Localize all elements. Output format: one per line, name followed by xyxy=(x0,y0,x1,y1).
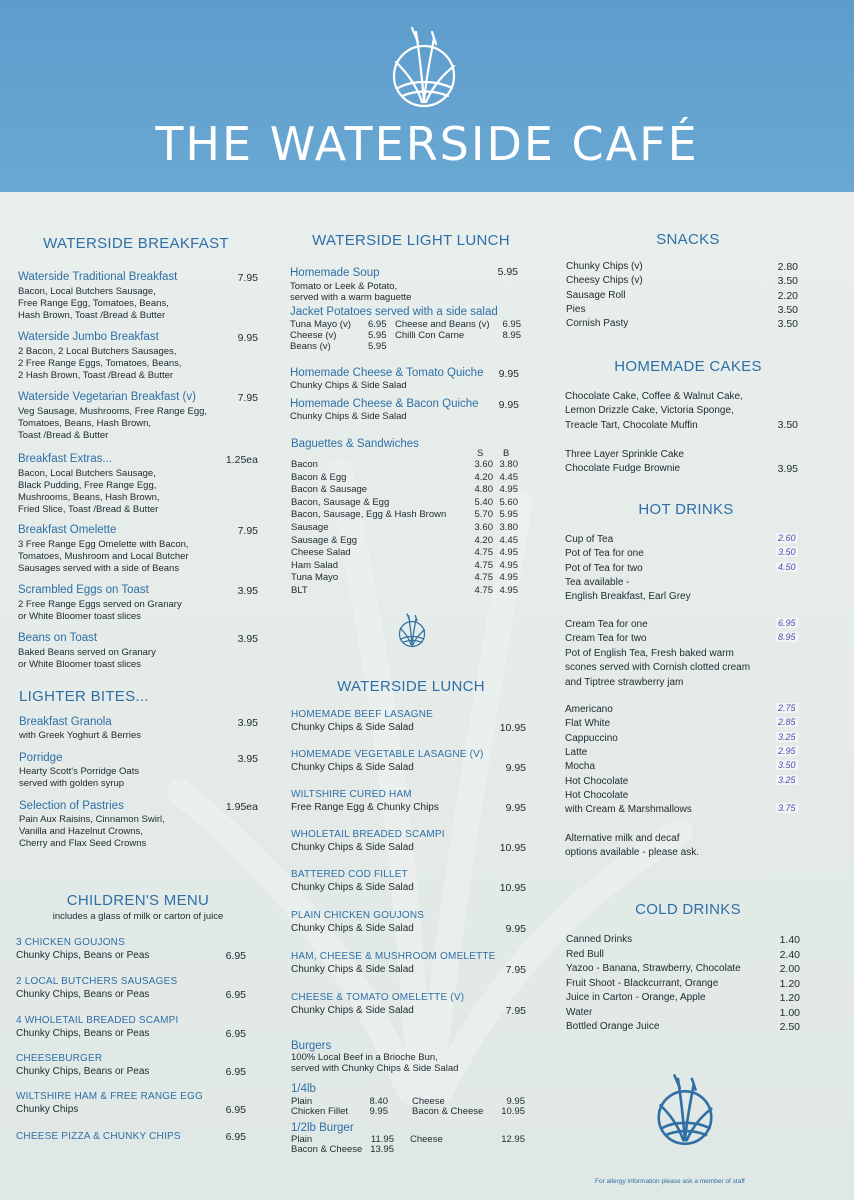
breakfast-item-name: Waterside Jumbo Breakfast xyxy=(18,331,159,343)
jacket-item-price: 6.95 xyxy=(368,319,387,330)
light-lunch-heading: WATERSIDE LIGHT LUNCH xyxy=(312,232,510,249)
sandwich-price-s: 4.80 xyxy=(474,484,493,496)
lighter-item-desc: Cherry and Flax Seed Crowns xyxy=(19,838,147,849)
breakfast-item-desc: 2 Free Range Eggs, Tomatoes, Beans, xyxy=(18,358,182,369)
sandwich-price-b: 4.45 xyxy=(499,471,518,483)
handwritten-price: 3.75 xyxy=(778,803,796,813)
sandwich-price-b: 4.45 xyxy=(499,534,518,546)
sandwich-name: Sausage xyxy=(291,522,329,533)
cold-drink-price: 2.00 xyxy=(779,963,800,975)
sandwich-name: Bacon, Sausage & Egg xyxy=(291,496,390,508)
bulrush-logo-icon xyxy=(376,18,472,110)
burger-item-price: 9.95 xyxy=(369,1106,388,1117)
cake-line: Treacle Tart, Chocolate Muffin xyxy=(565,419,698,431)
jacket-item-price: 5.95 xyxy=(368,341,387,352)
lunch-item-price: 10.95 xyxy=(499,882,526,894)
breakfast-item-desc: Toast /Bread & Butter xyxy=(18,430,109,441)
hot-drinks-heading: HOT DRINKS xyxy=(638,501,734,518)
snack-name: Pies xyxy=(566,303,586,315)
burger-item-price: 8.40 xyxy=(369,1096,388,1107)
snack-name: Chunky Chips (v) xyxy=(566,261,643,272)
burgers-desc: 100% Local Beef in a Brioche Bun, xyxy=(291,1052,438,1063)
lunch-item-desc: Chunky Chips & Side Salad xyxy=(291,1005,414,1016)
quiche-desc: Chunky Chips & Side Salad xyxy=(290,411,407,422)
tea-note: Tea available - xyxy=(565,577,630,588)
jacket-item-price: 5.95 xyxy=(368,330,387,341)
lunch-item-name: PLAIN CHICKEN GOUJONS xyxy=(291,910,425,921)
cakes-price: 3.50 xyxy=(777,419,798,431)
burgers-title: Burgers xyxy=(291,1040,332,1052)
cold-drink-price: 1.20 xyxy=(779,992,800,1004)
breakfast-item-desc: Fried Slice, Toast /Bread & Butter xyxy=(18,504,159,515)
cake-line: Three Layer Sprinkle Cake xyxy=(565,449,684,460)
jacket-item-price: 6.95 xyxy=(502,319,521,330)
cold-drink-price: 2.40 xyxy=(779,948,800,961)
breakfast-item-desc: Tomatoes, Beans, Hash Brown, xyxy=(18,418,152,429)
lighter-item-desc: Pain Aux Raisins, Cinnamon Swirl, xyxy=(19,814,165,825)
lunch-item-desc: Chunky Chips & Side Salad xyxy=(291,722,414,733)
handwritten-price: 2.85 xyxy=(778,717,796,728)
lighter-item-name: Breakfast Granola xyxy=(19,716,112,728)
children-item-price: 6.95 xyxy=(225,1131,246,1143)
lunch-item-desc: Chunky Chips & Side Salad xyxy=(291,923,414,934)
soup-desc: served with a warm baguette xyxy=(290,292,412,303)
lunch-item-price: 10.95 xyxy=(499,722,526,734)
lunch-item-desc: Chunky Chips & Side Salad xyxy=(291,882,414,893)
burger-item-name: Bacon & Cheese xyxy=(291,1144,363,1155)
milk-note: Alternative milk and decaf xyxy=(565,833,680,844)
lighter-item-price: 3.95 xyxy=(237,753,258,765)
lunch-item-desc: Free Range Egg & Chunky Chips xyxy=(291,802,439,813)
breakfast-item-price: 7.95 xyxy=(237,392,258,404)
cold-drink-price: 2.50 xyxy=(779,1021,800,1033)
allergy-note: For allergy information please ask a member of staff xyxy=(595,1178,745,1185)
breakfast-item-desc: 2 Hash Brown, Toast /Bread & Butter xyxy=(18,370,174,381)
quiche-price: 9.95 xyxy=(498,368,519,380)
breakfast-heading: WATERSIDE BREAKFAST xyxy=(43,235,229,252)
jacket-item-name: Tuna Mayo (v) xyxy=(290,319,351,330)
half-pound-title: 1/2lb Burger xyxy=(291,1122,354,1134)
quarter-pound-title: 1/4lb xyxy=(291,1083,316,1095)
breakfast-item-desc: Hash Brown, Toast /Bread & Butter xyxy=(18,310,166,321)
lunch-item-desc: Chunky Chips & Side Salad xyxy=(291,762,414,773)
breakfast-item-desc: 3 Free Range Egg Omelette with Bacon, xyxy=(18,539,189,550)
cold-drinks-heading: COLD DRINKS xyxy=(635,901,741,918)
cold-drink-name: Juice in Carton - Orange, Apple xyxy=(566,992,706,1003)
hot-drink-name: Hot Chocolate xyxy=(565,789,629,801)
cold-drink-price: 1.20 xyxy=(779,977,800,990)
sandwich-name: Cheese Salad xyxy=(291,547,351,559)
children-item-price: 6.95 xyxy=(225,989,246,1001)
children-item-desc: Chunky Chips, Beans or Peas xyxy=(16,989,150,1000)
breakfast-item-desc: Mushrooms, Beans, Hash Brown, xyxy=(18,492,160,503)
breakfast-item-price: 9.95 xyxy=(237,332,258,344)
tea-name: Pot of Tea for one xyxy=(565,548,644,560)
sandwich-price-s: 4.75 xyxy=(474,585,493,596)
sandwich-name: Tuna Mayo xyxy=(291,572,339,584)
lunch-item-price: 10.95 xyxy=(499,842,526,854)
snack-price: 2.80 xyxy=(777,261,798,273)
breakfast-item-name: Breakfast Omelette xyxy=(18,524,117,536)
snack-name: Sausage Roll xyxy=(566,289,626,301)
lighter-item-desc: Vanilla and Hazelnut Crowns, xyxy=(19,826,143,837)
jacket-item-price: 8.95 xyxy=(502,330,521,341)
lunch-item-desc: Chunky Chips & Side Salad xyxy=(291,842,414,853)
lunch-item-name: HOMEMADE BEEF LASAGNE xyxy=(291,709,434,720)
burgers-desc: served with Chunky Chips & Side Salad xyxy=(291,1063,459,1074)
handwritten-price: 2.95 xyxy=(778,745,796,756)
lunch-item-name: WILTSHIRE CURED HAM xyxy=(291,789,412,800)
children-item-desc: Chunky Chips, Beans or Peas xyxy=(16,1028,150,1039)
lunch-item-price: 7.95 xyxy=(505,1005,526,1017)
cream-tea-note: and Tiptree strawberry jam xyxy=(565,676,684,688)
lighter-item-name: Selection of Pastries xyxy=(19,800,124,812)
quiche-desc: Chunky Chips & Side Salad xyxy=(290,380,407,391)
burger-item-name: Plain xyxy=(291,1134,313,1145)
milk-note: options available - please ask. xyxy=(565,847,699,859)
jacket-item-name: Cheese and Beans (v) xyxy=(395,319,490,330)
children-item-price: 6.95 xyxy=(225,1104,246,1116)
children-item-price: 6.95 xyxy=(225,1066,246,1078)
burger-item-price: 11.95 xyxy=(370,1134,394,1145)
breakfast-item-price: 3.95 xyxy=(237,633,258,645)
sandwich-name: Bacon & Egg xyxy=(291,471,347,483)
cake-line: Chocolate Cake, Coffee & Walnut Cake, xyxy=(565,391,743,402)
jacket-item-name: Beans (v) xyxy=(290,341,331,352)
children-item-desc: Chunky Chips, Beans or Peas xyxy=(16,950,150,961)
cake-line: Lemon Drizzle Cake, Victoria Sponge, xyxy=(565,405,734,417)
sandwich-price-s: 4.75 xyxy=(474,547,493,559)
children-item-name: 4 WHOLETAIL BREADED SCAMPI xyxy=(16,1015,179,1026)
handwritten-price: 8.95 xyxy=(778,632,796,643)
breakfast-item-desc: or White Bloomer toast slices xyxy=(18,611,142,622)
children-item-desc: Chunky Chips, Beans or Peas xyxy=(16,1066,150,1077)
lunch-item-price: 7.95 xyxy=(505,964,526,976)
snack-name: Cheesy Chips (v) xyxy=(566,275,643,287)
burger-item-price: 12.95 xyxy=(501,1134,525,1145)
cakes-price: 3.95 xyxy=(777,463,798,475)
children-item-name: WILTSHIRE HAM & FREE RANGE EGG xyxy=(16,1091,203,1102)
sandwich-name: Sausage & Egg xyxy=(291,534,358,546)
breakfast-item-name: Beans on Toast xyxy=(18,632,98,644)
breakfast-item-desc: Baked Beans served on Granary xyxy=(18,647,156,658)
burger-item-price: 10.95 xyxy=(501,1106,525,1117)
breakfast-item-price: 7.95 xyxy=(237,272,258,284)
handwritten-price: 4.50 xyxy=(778,561,796,572)
breakfast-item-desc: Bacon, Local Butchers Sausage, xyxy=(18,286,156,297)
breakfast-item-price: 1.25ea xyxy=(225,454,258,466)
cream-tea-note: scones served with Cornish clotted cream xyxy=(565,662,751,674)
sandwich-price-s: 4.75 xyxy=(474,572,493,584)
snack-price: 3.50 xyxy=(777,303,798,316)
hot-drink-name: Americano xyxy=(565,704,613,715)
quiche-name: Homemade Cheese & Bacon Quiche xyxy=(290,398,479,410)
children-item-name: CHEESEBURGER xyxy=(16,1053,103,1064)
hot-drink-name: Hot Chocolate xyxy=(565,775,629,787)
bulrush-logo-icon xyxy=(643,1050,727,1164)
lighter-item-desc: Hearty Scott's Porridge Oats xyxy=(19,766,140,777)
burger-item-name: Chicken Fillet xyxy=(291,1106,349,1117)
cold-drink-name: Canned Drinks xyxy=(566,934,633,945)
children-item-desc: Chunky Chips xyxy=(16,1104,79,1115)
breakfast-item-name: Waterside Traditional Breakfast xyxy=(18,271,178,283)
baguettes-col-s: S xyxy=(477,448,484,459)
sandwich-price-s: 4.20 xyxy=(474,471,493,483)
handwritten-price: 2.60 xyxy=(778,533,796,543)
homemade-cakes-heading: HOMEMADE CAKES xyxy=(614,358,762,375)
snack-price: 3.50 xyxy=(777,275,798,288)
handwritten-price: 3.50 xyxy=(778,547,796,558)
lunch-item-name: BATTERED COD FILLET xyxy=(291,869,408,880)
breakfast-item-desc: 2 Bacon, 2 Local Butchers Sausages, xyxy=(18,346,177,357)
snacks-heading: SNACKS xyxy=(656,231,720,248)
waterside-lunch-heading: WATERSIDE LUNCH xyxy=(337,678,485,695)
hot-drink-name: Cappuccino xyxy=(565,732,618,744)
cake-line: Chocolate Fudge Brownie xyxy=(565,463,681,475)
jacket-potatoes-name: Jacket Potatoes served with a side salad xyxy=(290,306,498,318)
page-title: THE WATERSIDE CAFÉ xyxy=(155,117,699,171)
breakfast-item-name: Waterside Vegetarian Breakfast (v) xyxy=(18,391,196,403)
lighter-item-desc: with Greek Yoghurt & Berries xyxy=(19,730,141,741)
breakfast-item-desc: Sausages served with a side of Beans xyxy=(18,563,180,574)
burger-item-price: 13.95 xyxy=(370,1144,394,1155)
soup-desc: Tomato or Leek & Potato, xyxy=(290,281,398,292)
lighter-item-price: 3.95 xyxy=(237,717,258,729)
handwritten-price: 3.50 xyxy=(778,760,796,771)
children-item-price: 6.95 xyxy=(225,950,246,962)
cold-drink-price: 1.40 xyxy=(779,934,800,946)
lunch-item-name: WHOLETAIL BREADED SCAMPI xyxy=(291,829,445,840)
breakfast-item-desc: 2 Free Range Eggs served on Granary xyxy=(18,599,182,610)
lunch-item-name: HAM, CHEESE & MUSHROOM OMELETTE xyxy=(291,951,496,962)
cold-drink-name: Yazoo - Banana, Strawberry, Chocolate xyxy=(566,963,741,974)
children-item-name: 3 CHICKEN GOUJONS xyxy=(16,937,125,948)
snack-price: 3.50 xyxy=(777,318,798,331)
lighter-item-price: 1.95ea xyxy=(225,801,258,813)
handwritten-price: 2.75 xyxy=(778,703,796,713)
cold-drink-name: Red Bull xyxy=(566,948,604,960)
sandwich-name: Bacon xyxy=(291,459,318,470)
quiche-price: 9.95 xyxy=(498,399,519,411)
breakfast-item-desc: Free Range Egg, Tomatoes, Beans, xyxy=(18,298,169,309)
sandwich-name: Ham Salad xyxy=(291,559,338,571)
cold-drink-name: Water xyxy=(566,1006,593,1018)
sandwich-price-b: 3.80 xyxy=(499,522,518,533)
sandwich-price-b: 3.80 xyxy=(499,459,518,470)
sandwich-price-b: 5.95 xyxy=(499,509,518,521)
breakfast-item-desc: Black Pudding, Free Range Egg, xyxy=(18,480,157,491)
tea-name: Pot of Tea for two xyxy=(565,562,643,574)
cream-tea-name: Cream Tea for two xyxy=(565,633,647,645)
cold-drink-price: 1.00 xyxy=(779,1006,800,1019)
cold-drink-name: Bottled Orange Juice xyxy=(566,1021,660,1032)
children-item-name: 2 LOCAL BUTCHERS SAUSAGES xyxy=(16,976,178,987)
handwritten-price: 3.25 xyxy=(778,731,796,742)
sandwich-price-b: 4.95 xyxy=(499,559,518,571)
cold-drink-name: Fruit Shoot - Blackcurrant, Orange xyxy=(566,977,719,989)
breakfast-item-desc: Tomatoes, Mushroom and Local Butcher xyxy=(18,551,189,562)
children-item-price: 6.95 xyxy=(225,1028,246,1040)
jacket-item-name: Chilli Con Carne xyxy=(395,330,465,341)
lunch-item-desc: Chunky Chips & Side Salad xyxy=(291,964,414,975)
tea-name: Cup of Tea xyxy=(565,534,614,545)
burger-item-price: 9.95 xyxy=(506,1096,525,1107)
handwritten-price: 3.25 xyxy=(778,774,796,785)
hot-drink-name: Mocha xyxy=(565,761,596,773)
breakfast-item-desc: or White Bloomer toast slices xyxy=(18,659,142,670)
jacket-item-name: Cheese (v) xyxy=(290,330,337,341)
breakfast-item-name: Scrambled Eggs on Toast xyxy=(18,584,149,596)
sandwich-name: Bacon & Sausage xyxy=(291,484,368,496)
lighter-item-name: Porridge xyxy=(19,752,63,764)
burger-item-name: Cheese xyxy=(410,1134,443,1145)
lighter-bites-heading: LIGHTER BITES... xyxy=(19,688,149,705)
sandwich-price-s: 3.60 xyxy=(474,522,493,533)
lunch-item-price: 9.95 xyxy=(505,762,526,774)
snack-price: 2.20 xyxy=(777,289,798,302)
hot-drink-name: with Cream & Marshmallows xyxy=(565,804,692,815)
sandwich-price-b: 5.60 xyxy=(499,496,518,508)
lunch-item-name: CHEESE & TOMATO OMELETTE (V) xyxy=(291,992,465,1003)
breakfast-item-price: 3.95 xyxy=(237,585,258,597)
lighter-item-desc: served with golden syrup xyxy=(19,778,125,789)
soup-price: 5.95 xyxy=(497,266,518,278)
burger-item-name: Bacon & Cheese xyxy=(412,1106,484,1117)
childrens-menu-heading: CHILDREN'S MENU xyxy=(66,892,210,909)
baguettes-title: Baguettes & Sandwiches xyxy=(291,438,419,450)
sandwich-price-s: 5.40 xyxy=(474,496,493,508)
handwritten-price: 6.95 xyxy=(778,618,796,628)
sandwich-price-b: 4.95 xyxy=(499,484,518,496)
cream-tea-name: Cream Tea for one xyxy=(565,619,648,630)
snack-name: Cornish Pasty xyxy=(566,318,629,330)
sandwich-name: BLT xyxy=(291,585,308,596)
cream-tea-note: Pot of English Tea, Fresh baked warm xyxy=(565,648,734,659)
tea-note: English Breakfast, Earl Grey xyxy=(565,591,691,603)
lunch-item-price: 9.95 xyxy=(505,923,526,935)
breakfast-item-desc: Bacon, Local Butchers Sausage, xyxy=(18,468,156,479)
bulrush-logo-icon xyxy=(392,605,432,653)
burger-item-name: Cheese xyxy=(412,1096,445,1107)
breakfast-item-price: 7.95 xyxy=(237,525,258,537)
sandwich-price-s: 5.70 xyxy=(474,509,493,521)
sandwich-price-b: 4.95 xyxy=(499,585,518,596)
lunch-item-price: 9.95 xyxy=(505,802,526,814)
breakfast-item-name: Breakfast Extras... xyxy=(18,453,112,465)
hot-drink-name: Latte xyxy=(565,746,588,758)
sandwich-price-s: 4.20 xyxy=(474,534,493,546)
quiche-name: Homemade Cheese & Tomato Quiche xyxy=(290,367,484,379)
sandwich-price-s: 4.75 xyxy=(474,559,493,571)
menu-header xyxy=(0,0,854,192)
burger-item-name: Plain xyxy=(291,1096,313,1107)
breakfast-item-desc: Veg Sausage, Mushrooms, Free Range Egg, xyxy=(18,406,208,417)
children-item-name: CHEESE PIZZA & CHUNKY CHIPS xyxy=(16,1131,181,1142)
sandwich-price-s: 3.60 xyxy=(474,459,493,470)
sandwich-name: Bacon, Sausage, Egg & Hash Brown xyxy=(291,509,447,521)
hot-drink-name: Flat White xyxy=(565,718,611,730)
childrens-menu-subtitle: includes a glass of milk or carton of juice xyxy=(52,911,224,922)
soup-name: Homemade Soup xyxy=(290,267,380,279)
baguettes-col-b: B xyxy=(503,448,510,459)
sandwich-price-b: 4.95 xyxy=(499,572,518,584)
lunch-item-name: HOMEMADE VEGETABLE LASAGNE (V) xyxy=(291,749,484,760)
sandwich-price-b: 4.95 xyxy=(499,547,518,559)
menu-body xyxy=(0,192,854,1200)
